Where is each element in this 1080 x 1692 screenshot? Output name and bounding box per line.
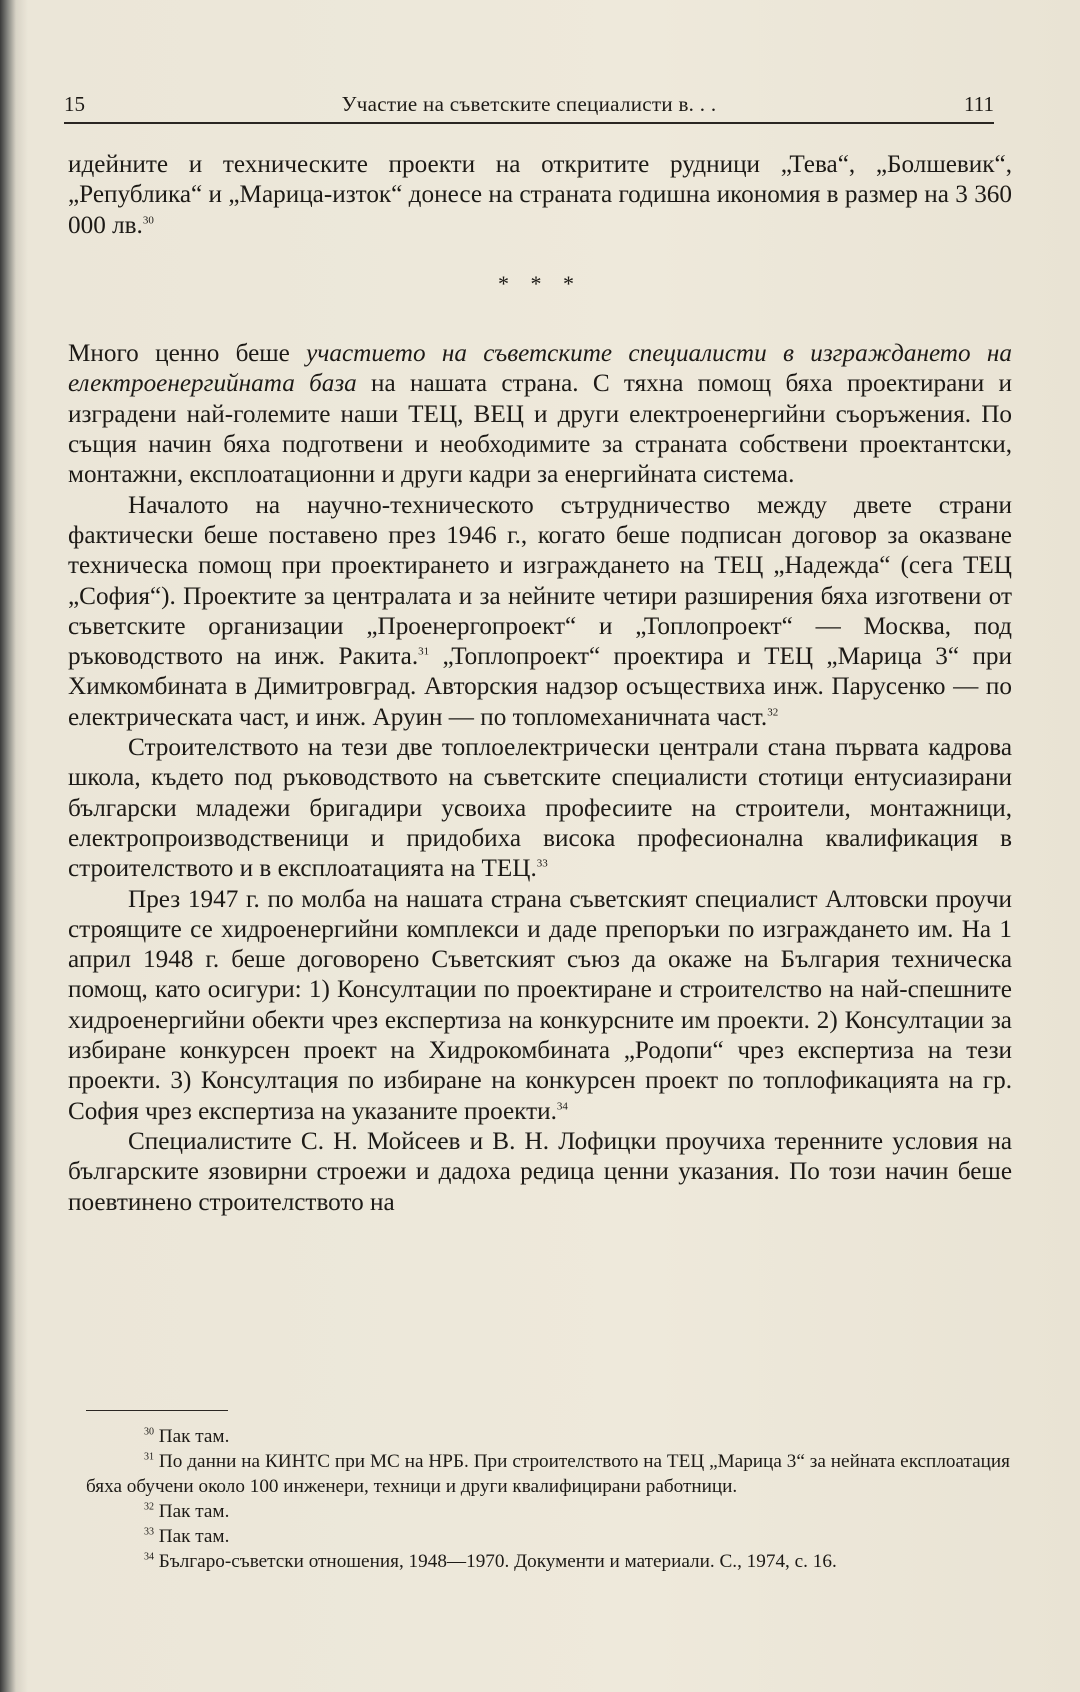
footnote-ref-31: 31 <box>418 645 430 658</box>
footnote: $^{33}$ Пак там. <box>144 1526 230 1547</box>
page-number: 111 <box>964 92 994 116</box>
paragraph-0: идейните и техническите проекти на откритите рудници „Тева“, „Болшевик“, „Република“ и „Марица-изток“ донесе на страната годишна икономия в размер на 3 360 000 лв.$^{30}$ <box>68 151 1012 239</box>
paragraph-5: Специалистите С. Н. Мойсеев и В. Н. Лофицки проучиха теренните условия на българските язовирни строежи и дадоха редица ценни указания. По този начин беше поевтинено строителството на <box>68 1127 1012 1216</box>
footnote-ref-34: 34 <box>556 1100 568 1113</box>
emphasized-text: участието на съветските специалисти в изграждането на електроенергийната база <box>68 340 1012 398</box>
paragraph-4: През 1947 г. по молба на нашата страна съветският специалист Алтовски проучи строящите се хидроенергийни комплекси и даде препоръки по изграждането им. На 1 април 1948 г. беше договорено Съветският съюз да окаже на България техническа помощ, като осигури: 1) Консултации по проектиране и строителство на най-спешните хидроенергийни обекти чрез експертиза на конкурсните им проекти. 2) Консултации за избиране конкурсен проект на Хидрокомбината „Родопи“ чрез експертиза на тези проекти. 3) Консултация по избиране на конкурсен проект по топлофикацията на гр. София чрез експертиза на указаните проекти.$^{34}$ <box>68 885 1012 1125</box>
footnote: $^{32}$ Пак там. <box>144 1501 230 1522</box>
paragraph-1: Много ценно беше участието на съветските специалисти в изграждането на електроенергийната база на нашата страна. С тяхна помощ бяха проектирани и изградени най-големите наши ТЕЦ, ВЕЦ и други електроенергийни съоръжения. По същия начин бяха подготвени и необходимите за страната собствени проектантски, монтажни, експлоатационни и други кадри за енергийната система. <box>68 340 1012 489</box>
footnote: $^{31}$ По данни на КИНТС при МС на НРБ. При строителството на ТЕЦ „Марица 3“ за нейната експлоатация бяха обучени около 100 инженери, техници и други квалифицирани работници. <box>86 1451 1011 1497</box>
footnote-ref-33: 33 <box>536 857 548 870</box>
footnote: $^{34}$ Българо-съветски отношения, 1948—1970. Документи и материали. С., 1974, с. 16. <box>144 1551 837 1572</box>
running-title: Участие на съветските специалисти в. . . <box>341 92 717 116</box>
footnotes <box>86 1424 1010 1574</box>
paragraph-2: Началото на научно-техническото сътрудничество между двете страни фактически беше поставено през 1946 г., когато беше подписан договор за оказване техническа помощ при проектирането и изграждането на ТЕЦ „Надежда“ (сега ТЕЦ „София“). Проектите за централата и за нейните четири разширения бяха изготвени от съветските организации „Проенергопроект“ и „Топлопроект“ — Москва, под ръководството на инж. Ракита.$^{31}$ „Топлопроект“ проектира и ТЕЦ „Марица 3“ при Химкомбината в Димитровград. Авторския надзор осъществиха инж. Парусенко — по електрическата част, и инж. Аруин — по топломеханичната част.$^{32}$ <box>68 491 1012 731</box>
footnote-ref-32: 32 <box>767 706 779 719</box>
section-divider: * * * <box>498 270 582 296</box>
main-text <box>68 150 1012 1218</box>
header-left-number: 15 <box>64 92 85 116</box>
paragraph-3: Строителството на тези две топлоелектрически централи стана първата кадрова школа, където под ръководството на съветските специалисти стотици ентусиазирани български младежи бригадири усвоиха професиите на строители, монтажници, електропроизводственици и придобиха висока професионална квалификация в строителството и в експлоатацията на ТЕЦ.$^{33}$ <box>68 734 1012 883</box>
page-header <box>64 88 994 124</box>
footnote-ref-30: 30 <box>142 214 154 227</box>
footnote-separator <box>86 1410 228 1411</box>
footnote: $^{30}$ Пак там. <box>144 1426 230 1447</box>
